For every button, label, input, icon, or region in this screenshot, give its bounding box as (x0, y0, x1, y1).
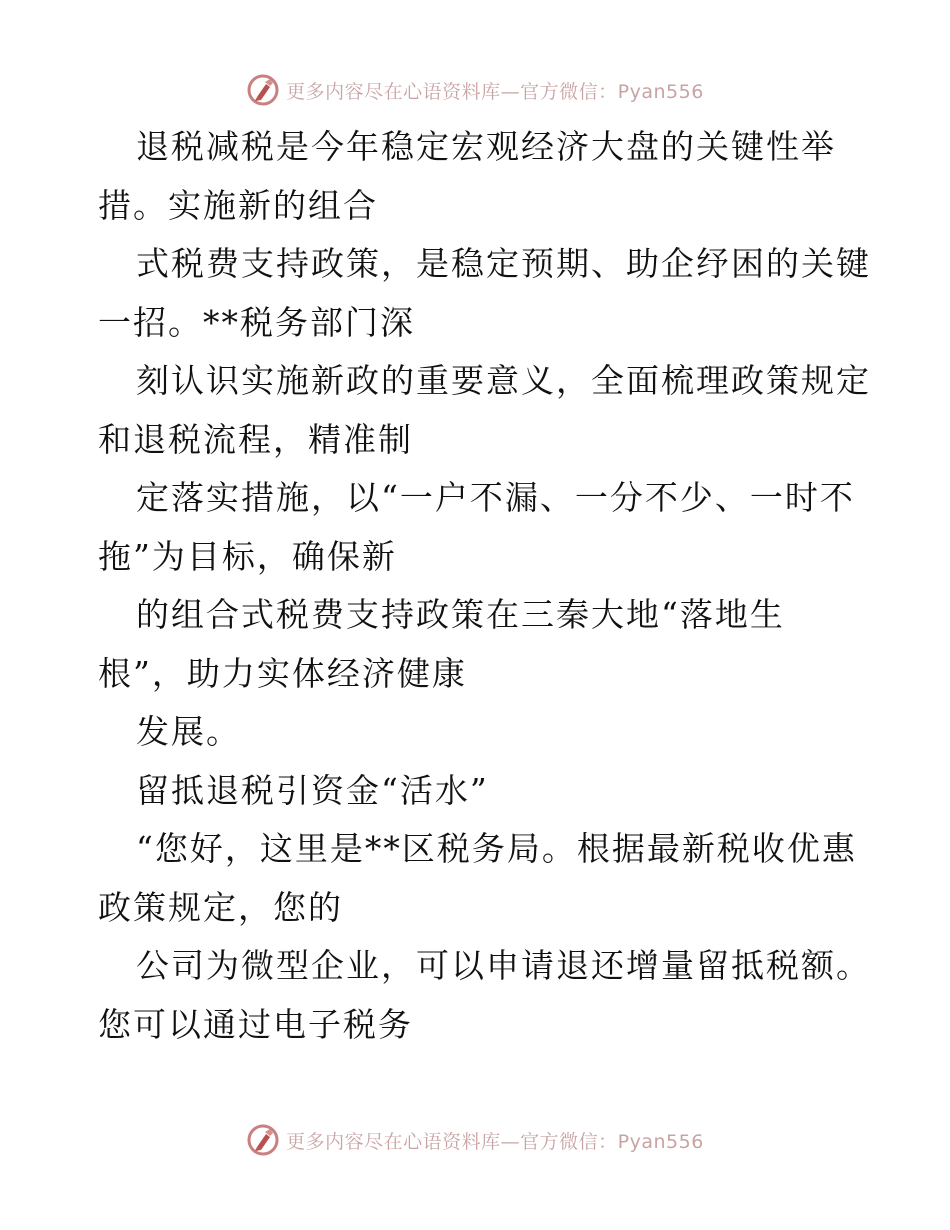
text-line: 一招。**税务部门深 (98, 302, 415, 342)
text-line: 定落实措施，以“一户不漏、一分不少、一时不 (136, 478, 855, 517)
text-line: 退税减税是今年稳定宏观经济大盘的关键性举 (136, 127, 836, 166)
pen-logo-icon (246, 1123, 280, 1157)
watermark-text: 更多内容尽在心语资料库—官方微信：Pyan556 (286, 80, 704, 103)
text-line: 发展。 (136, 712, 241, 751)
document-body (98, 118, 871, 1054)
text-line: 政策规定，您的 (98, 887, 343, 927)
text-line: 和退税流程，精准制 (98, 419, 413, 459)
section-heading: 留抵退税引资金“活水” (136, 770, 489, 810)
footer-watermark (0, 1120, 950, 1160)
watermark-wechat-id: Pyan556 (617, 1130, 704, 1153)
watermark-group (246, 73, 704, 107)
text-line: 根”，助力实体经济健康 (98, 653, 467, 693)
watermark-text: 更多内容尽在心语资料库—官方微信：Pyan556 (286, 1130, 704, 1153)
text-line: 您可以通过电子税务 (98, 1004, 413, 1044)
text-line: 式税费支持政策，是稳定预期、助企纾困的关键 (136, 244, 871, 283)
text-line: “您好，这里是**区税务局。根据最新税收优惠 (136, 829, 857, 868)
text-line: 措。实施新的组合 (98, 185, 378, 225)
text-line: 拖”为目标，确保新 (98, 536, 397, 576)
watermark-group (246, 1123, 704, 1157)
text-line: 的组合式税费支持政策在三秦大地“落地生 (136, 595, 785, 634)
header-watermark (0, 70, 950, 110)
text-line: 刻认识实施新政的重要意义，全面梳理政策规定 (136, 361, 871, 400)
pen-logo-icon (246, 73, 280, 107)
watermark-wechat-id: Pyan556 (617, 80, 704, 103)
text-line: 公司为微型企业，可以申请退还增量留抵税额。 (136, 946, 871, 985)
